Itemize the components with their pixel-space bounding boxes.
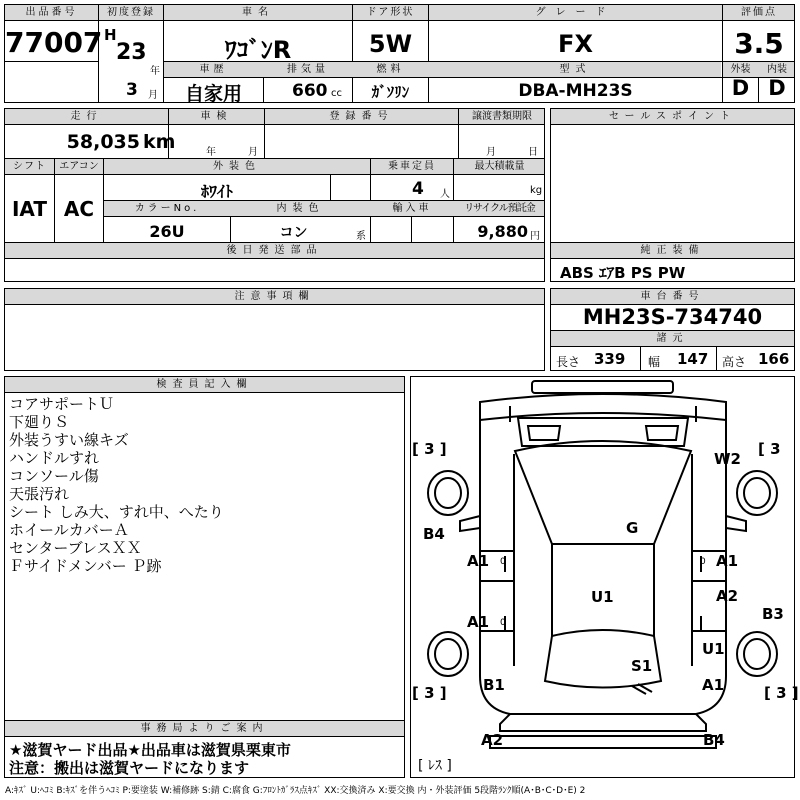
damage-a1-rr: A1 xyxy=(702,676,725,694)
era: H xyxy=(104,26,117,44)
damage-a1-lf: A1 xyxy=(467,552,490,570)
int-color-label: 内装色 xyxy=(276,203,325,214)
chassis-no: MH23S-734740 xyxy=(582,305,763,329)
color-no: 26U xyxy=(149,222,185,241)
equipment: ABS ｴｱB PS PW xyxy=(560,264,686,282)
mileage: 58,035 xyxy=(66,131,140,153)
mileage-label: 走行 xyxy=(70,111,103,122)
car-diagram xyxy=(410,376,795,778)
car-name-label: 車名 xyxy=(242,7,274,18)
damage-b4-left: B4 xyxy=(423,525,445,543)
history: 自家用 xyxy=(184,83,242,105)
sales-point-label: セールスポイント xyxy=(608,111,737,122)
inspector-label: 検査員記入欄 xyxy=(156,379,253,390)
history-label: 車歴 xyxy=(199,64,228,75)
damage-a1-lr: A1 xyxy=(467,613,490,631)
disp-label: 排気量 xyxy=(287,64,329,75)
body-color: ﾎﾜｲﾄ xyxy=(200,182,233,201)
height: 166 xyxy=(758,350,790,368)
length: 339 xyxy=(594,350,626,368)
office-line-2: 注意：搬出は滋賀ヤードになります xyxy=(9,759,250,777)
lot-no-label: 出品番号 xyxy=(25,7,78,18)
fuel: ｶﾞｿﾘﾝ xyxy=(371,83,410,101)
damage-b4-bottom: B4 xyxy=(703,731,725,749)
first-reg-year: 23 xyxy=(116,40,147,65)
ac-label: エアコン xyxy=(59,161,99,172)
recycle-fee: 9,880 xyxy=(477,222,528,241)
damage-u1-center: U1 xyxy=(591,588,614,606)
note-line: コアサポートＵ xyxy=(9,395,115,413)
color-no-label: カラーNo. xyxy=(134,203,200,214)
aircon: AC xyxy=(63,197,95,221)
damage-w2: W2 xyxy=(714,450,741,468)
damage-a2-bottom: A2 xyxy=(481,731,504,749)
legend: A:ｷｽﾞ U:ﾍｺﾐ B:ｷｽﾞを伴うﾍｺﾐ P:要塗装 W:補修跡 S:錆 C:腐食 G:ﾌﾛﾝﾄｶﾞﾗｽ点ｷｽﾞ XX:交換済み X:要交換 内・外装評価 5段階ﾗﾝｸ順(A･B･C･D･E) 2 xyxy=(5,786,586,796)
damage-b3: B3 xyxy=(762,605,784,623)
width: 147 xyxy=(677,350,709,368)
damage-s1: S1 xyxy=(631,657,653,675)
inspector-notes xyxy=(9,395,224,575)
capacity: 4 xyxy=(412,179,424,199)
damage-tl: [ 3 ] xyxy=(412,440,447,458)
damage-zero: 0 xyxy=(700,557,706,567)
grade-label: グレード xyxy=(535,7,616,18)
score-label: 評価点 xyxy=(741,7,777,18)
damage-a2-r: A2 xyxy=(716,587,739,605)
int-label: 内装 xyxy=(767,64,787,75)
max-load-unit: kg xyxy=(530,185,543,196)
note-line: Ｆサイドメンバー Ｐ跡 xyxy=(9,557,162,575)
transfer-day-unit: 日 xyxy=(528,147,538,158)
inspection-label: 車検 xyxy=(200,111,233,122)
note-line: コンソール傷 xyxy=(9,467,99,485)
fuel-label: 燃料 xyxy=(376,64,405,75)
damage-tr: [ 3 xyxy=(758,440,781,458)
grade: FX xyxy=(558,30,593,58)
chassis-label: 車台番号 xyxy=(640,291,705,302)
office-label: 事務局よりご案内 xyxy=(140,723,269,734)
replacement-label: [ ﾚｽ ] xyxy=(418,758,452,774)
door-type: 5W xyxy=(368,30,413,58)
damage-zero: 0 xyxy=(500,618,506,628)
import-label: 輸入車 xyxy=(392,203,432,214)
car-name: ﾜｺﾞﾝR xyxy=(224,36,292,64)
len-label: 長さ xyxy=(556,355,581,369)
insp-month-unit: 月 xyxy=(248,147,258,158)
caution-label: 注意事項欄 xyxy=(234,291,315,302)
int-color: コン xyxy=(279,225,308,241)
ext-label: 外装 xyxy=(730,64,751,75)
damage-br: [ 3 ] xyxy=(764,684,799,702)
ext-grade: D xyxy=(731,76,750,100)
mileage-unit: km xyxy=(143,131,176,153)
damage-zero: 0 xyxy=(500,557,506,567)
damage-b1: B1 xyxy=(483,676,505,694)
displacement: 660 xyxy=(292,81,328,101)
int-grade: D xyxy=(768,76,786,100)
first-reg-label: 初度登録 xyxy=(107,7,155,18)
int-color-unit: 系 xyxy=(356,231,366,242)
model-label: 型式 xyxy=(559,64,592,75)
note-line: センターブレスＸＸ xyxy=(9,539,142,557)
score: 3.5 xyxy=(734,27,784,60)
height-label: 高さ xyxy=(722,355,747,369)
transfer-label: 譲渡書類期限 xyxy=(472,111,532,122)
recycle-label: リサイクル預託金 xyxy=(464,203,535,214)
note-line: 外装うすい線キズ xyxy=(9,431,129,449)
month-unit: 月 xyxy=(148,90,158,101)
door-label: ドア形状 xyxy=(366,7,415,18)
damage-g: G xyxy=(626,519,639,537)
note-line: シート しみ大、すれ中、へたり xyxy=(9,503,224,521)
note-line: ホイールカバーＡ xyxy=(9,521,129,539)
damage-bl: [ 3 ] xyxy=(412,684,447,702)
year-unit: 年 xyxy=(150,66,160,77)
spec-label: 諸元 xyxy=(656,333,689,344)
note-line: ハンドルすれ xyxy=(9,449,100,467)
color-label: 外装色 xyxy=(213,161,261,172)
note-line: 天張汚れ xyxy=(9,485,70,503)
max-load-label: 最大積載量 xyxy=(474,161,525,172)
recycle-unit: 円 xyxy=(530,231,540,242)
disp-unit: cc xyxy=(331,88,342,99)
note-line: 下廻りＳ xyxy=(9,413,70,431)
capacity-label: 乗車定員 xyxy=(388,161,436,172)
capacity-unit: 人 xyxy=(440,189,450,200)
transfer-month-unit: 月 xyxy=(486,147,496,158)
insp-year-unit: 年 xyxy=(206,147,216,158)
damage-u1-r: U1 xyxy=(702,640,725,658)
lot-no: 77007 xyxy=(5,26,103,59)
shift: IAT xyxy=(11,197,47,221)
shift-label: シフト xyxy=(13,161,46,172)
reg-no-label: 登録番号 xyxy=(329,111,394,122)
width-label: 幅 xyxy=(648,355,661,369)
first-reg-month: 3 xyxy=(126,80,138,100)
later-parts-label: 後日発送部品 xyxy=(226,245,323,256)
office-line-1: ★滋賀ヤード出品★出品車は滋賀県栗東市 xyxy=(9,741,291,759)
equip-label: 純正装備 xyxy=(640,245,705,256)
damage-a1-rf: A1 xyxy=(716,552,739,570)
model: DBA-MH23S xyxy=(518,81,633,101)
